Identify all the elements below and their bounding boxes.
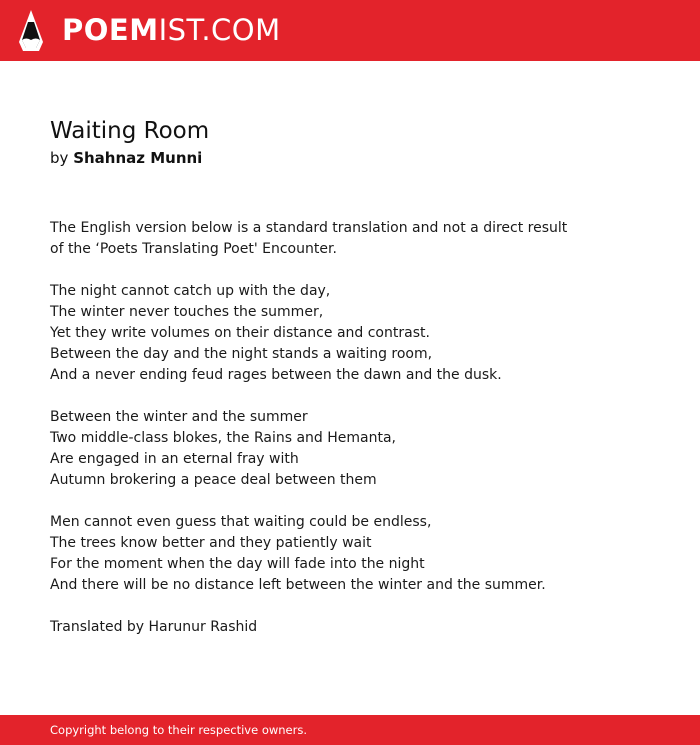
stanza-3 xyxy=(50,512,650,596)
poem-line: And a never ending feud rages between the dawn and the dusk. xyxy=(50,367,502,383)
translation-note xyxy=(50,218,650,260)
byline-prefix: by xyxy=(50,149,69,167)
poem-line: Yet they write volumes on their distance and contrast. xyxy=(50,325,430,341)
translator-line: Translated by Harunur Rashid xyxy=(50,619,258,635)
poem-line: Between the day and the night stands a waiting room, xyxy=(50,346,433,362)
stanza-1 xyxy=(50,281,650,386)
poem-line: Two middle-class blokes, the Rains and Hemanta, xyxy=(50,430,396,446)
logo-bold-text: POEM xyxy=(62,13,159,47)
poem-line: The night cannot catch up with the day, xyxy=(50,283,331,299)
poem-line: Men cannot even guess that waiting could be endless, xyxy=(50,514,432,530)
poem-line: The winter never touches the summer, xyxy=(50,304,324,320)
poem-author: Shahnaz Munni xyxy=(73,149,203,167)
poem-line: of the ‘Poets Translating Poet' Encounter. xyxy=(50,241,337,257)
poem-line: For the moment when the day will fade into the night xyxy=(50,556,425,572)
site-logo[interactable] xyxy=(62,12,281,48)
poem-byline xyxy=(50,146,650,170)
logo-light-text: IST.COM xyxy=(158,13,281,47)
stanza-2 xyxy=(50,407,650,491)
poem-line: Between the winter and the summer xyxy=(50,409,308,425)
translator-credit xyxy=(50,617,650,638)
poem-line: The English version below is a standard translation and not a direct result xyxy=(50,220,568,236)
poem-body xyxy=(50,218,650,638)
site-header xyxy=(0,0,700,61)
poem-line: Autumn brokering a peace deal between them xyxy=(50,472,377,488)
poem-content xyxy=(50,116,650,659)
pencil-tip-icon[interactable] xyxy=(18,10,44,51)
poem-line: Are engaged in an eternal fray with xyxy=(50,451,299,467)
poem-line: And there will be no distance left between the winter and the summer. xyxy=(50,577,546,593)
site-footer xyxy=(0,715,700,745)
poem-line: The trees know better and they patiently wait xyxy=(50,535,372,551)
copyright-text: Copyright belong to their respective owners. xyxy=(50,723,308,737)
poem-title: Waiting Room xyxy=(50,118,210,144)
